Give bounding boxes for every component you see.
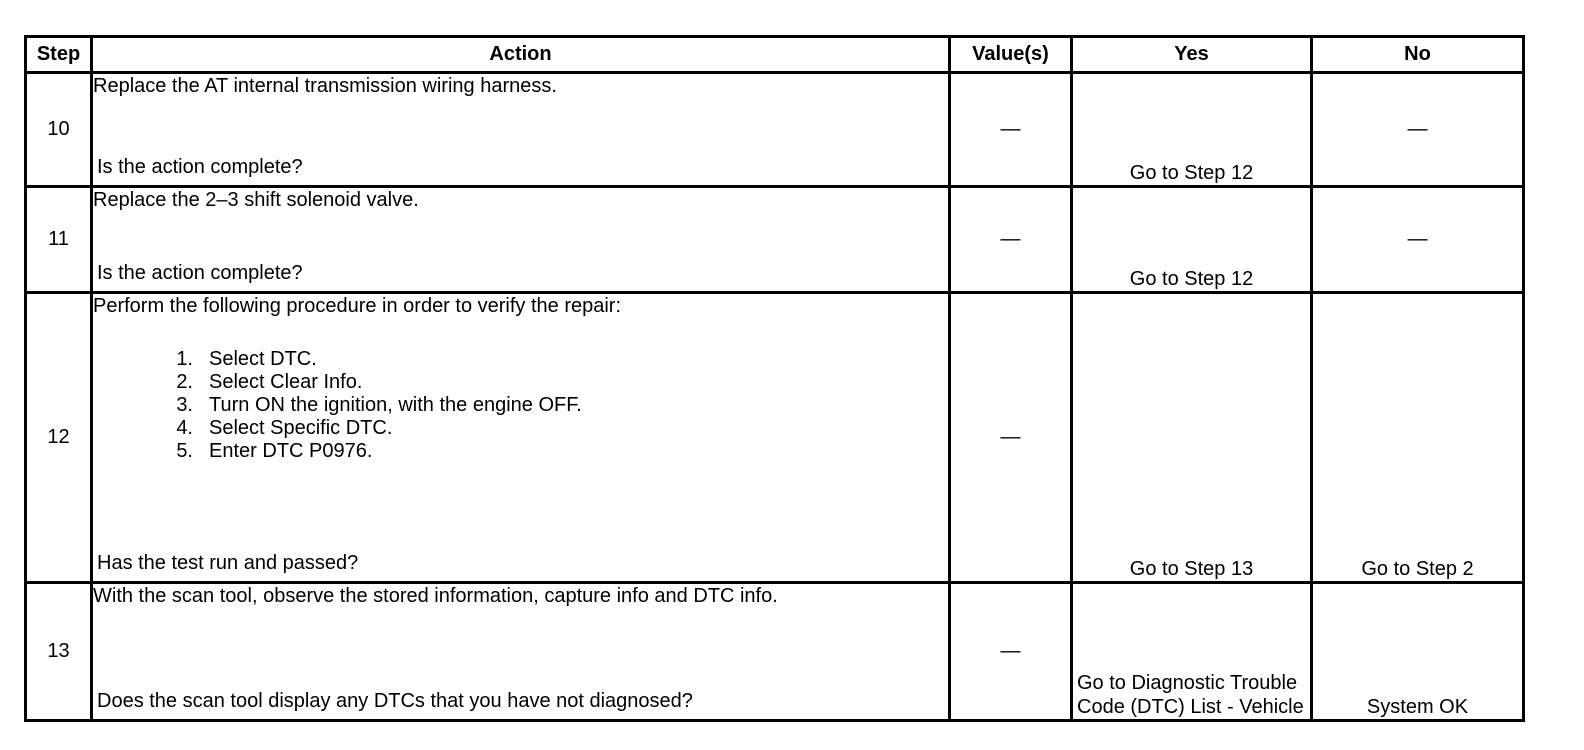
yes-link[interactable]: Go to Diagnostic Trouble Code (DTC) List - Vehicle: [1077, 672, 1304, 718]
yes-cell[interactable]: [1072, 583, 1312, 721]
action-cell: [92, 187, 950, 293]
procedure-item: [153, 440, 948, 463]
action-question: Has the test run and passed?: [97, 552, 359, 574]
header-no: No: [1312, 37, 1524, 73]
action-text: Replace the 2–3 shift solenoid valve.: [93, 189, 419, 211]
step-number: 10: [26, 73, 92, 187]
action-text: With the scan tool, observe the stored information, capture info and DTC info.: [93, 585, 778, 607]
action-text: Perform the following procedure in order to verify the repair:: [93, 295, 622, 317]
action-cell: [92, 293, 950, 583]
header-action: Action: [92, 37, 950, 73]
value-cell: —: [950, 583, 1072, 721]
procedure-text: Turn ON the ignition, with the engine OFF.: [209, 394, 582, 416]
procedure-number: 5.: [176, 440, 193, 462]
no-cell: —: [1312, 73, 1524, 187]
no-cell: Go to Step 2: [1312, 293, 1524, 583]
procedure-item: [153, 394, 948, 417]
procedure-text: Select Clear Info.: [209, 371, 363, 393]
table-row: [26, 187, 1524, 293]
procedure-item: [153, 348, 948, 371]
value-cell: —: [950, 293, 1072, 583]
procedure-number: 4.: [176, 417, 193, 439]
action-question: Does the scan tool display any DTCs that you have not diagnosed?: [97, 690, 693, 712]
procedure-number: 2.: [176, 371, 193, 393]
yes-cell: Go to Step 13: [1072, 293, 1312, 583]
procedure-text: Select Specific DTC.: [209, 417, 393, 439]
yes-cell: Go to Step 12: [1072, 73, 1312, 187]
diagnostic-table: [24, 35, 1525, 722]
action-question: Is the action complete?: [97, 262, 303, 284]
action-cell: [92, 73, 950, 187]
action-question: Is the action complete?: [97, 156, 303, 178]
procedure-text: Enter DTC P0976.: [209, 440, 373, 462]
procedure-list: [93, 348, 948, 463]
procedure-number: 3.: [176, 394, 193, 416]
procedure-item: [153, 371, 948, 394]
table-row: [26, 293, 1524, 583]
header-yes: Yes: [1072, 37, 1312, 73]
step-number: 12: [26, 293, 92, 583]
no-cell: —: [1312, 187, 1524, 293]
action-text: Replace the AT internal transmission wiring harness.: [93, 75, 557, 97]
table-row: [26, 583, 1524, 721]
header-values: Value(s): [950, 37, 1072, 73]
value-cell: —: [950, 73, 1072, 187]
procedure-item: [153, 417, 948, 440]
header-row: [26, 37, 1524, 73]
procedure-text: Select DTC.: [209, 348, 317, 370]
header-step: Step: [26, 37, 92, 73]
no-cell: System OK: [1312, 583, 1524, 721]
value-cell: —: [950, 187, 1072, 293]
step-number: 11: [26, 187, 92, 293]
table-row: [26, 73, 1524, 187]
action-cell: [92, 583, 950, 721]
step-number: 13: [26, 583, 92, 721]
yes-cell: Go to Step 12: [1072, 187, 1312, 293]
procedure-number: 1.: [176, 348, 193, 370]
